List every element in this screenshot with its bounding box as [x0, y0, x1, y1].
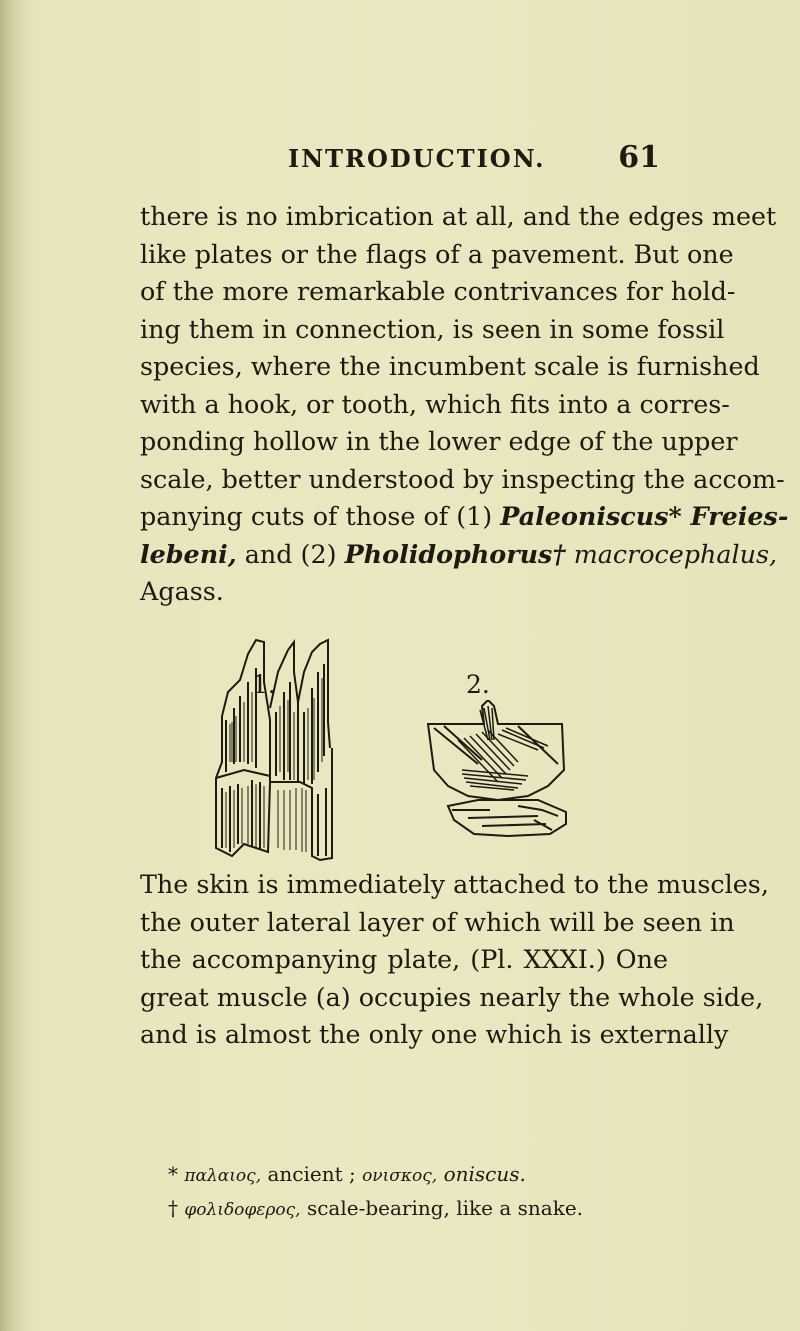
species-name-macrocephalus: macrocephalus, — [565, 538, 778, 569]
genus-name-pholidophorus: Pholidophorus† — [344, 538, 566, 569]
footnote-text: scale-bearing, like a snake. — [300, 1196, 584, 1220]
footnote-2 — [168, 1192, 688, 1226]
text-line: the accompanying plate, (Pl. XXXI.) One — [140, 944, 668, 974]
paragraph-2 — [140, 866, 769, 1054]
text-line: ing them in connection, is seen in some fossil — [140, 313, 725, 344]
species-name-freieslebeni: lebeni, — [140, 538, 237, 569]
footnote-1 — [168, 1158, 688, 1192]
text-line — [140, 498, 789, 536]
text-line: The skin is immediately attached to the muscles, — [140, 869, 769, 899]
figure-1-scales-illustration — [208, 612, 358, 862]
text-line: great muscle (a) occupies nearly the whole side, — [140, 981, 764, 1012]
footnote-mark: * — [168, 1162, 178, 1186]
text-line: like plates or the flags of a pavement. But one — [140, 238, 734, 269]
text-fragment: panying cuts of those of (1) — [140, 501, 501, 531]
text-line: with a hook, or tooth, which fits into a corres- — [140, 388, 730, 419]
text-line: there is no imbrication at all, and the edges meet — [140, 201, 777, 231]
text-line: and is almost the only one which is externally — [140, 1019, 729, 1049]
footnote-mark: † — [168, 1196, 178, 1220]
genus-name-paleoniscus: Paleoniscus* Freies- — [500, 501, 789, 531]
page-header — [140, 140, 660, 176]
text-line: Agass. — [140, 576, 224, 606]
text-line: the outer lateral layer of which will be seen in — [140, 906, 735, 937]
page-edge — [0, 0, 26, 1331]
greek-word: φολιδοφερος, — [184, 1200, 301, 1220]
figure-2-label: 2. — [466, 670, 490, 699]
greek-word: ονισκος, — [362, 1166, 438, 1186]
text-line: scale, better understood by inspecting the accom- — [140, 463, 785, 494]
text-fragment: and (2) — [236, 538, 345, 569]
paragraph-1 — [140, 198, 789, 611]
footnote-text: oniscus. — [437, 1162, 526, 1186]
greek-word: παλαιος, — [184, 1166, 262, 1186]
figure-1-label: 1. — [252, 670, 276, 699]
text-line: of the more remarkable contrivances for hold- — [140, 276, 736, 306]
text-line — [140, 536, 778, 574]
footnotes — [168, 1158, 688, 1226]
page-number: 61 — [618, 140, 660, 175]
footnote-text: ancient ; — [261, 1162, 363, 1186]
running-head: INTRODUCTION. — [288, 144, 546, 173]
text-line: ponding hollow in the lower edge of the upper — [140, 426, 738, 456]
text-line: species, where the incumbent scale is furnished — [140, 351, 760, 381]
figure-2-scales-illustration — [418, 700, 578, 842]
